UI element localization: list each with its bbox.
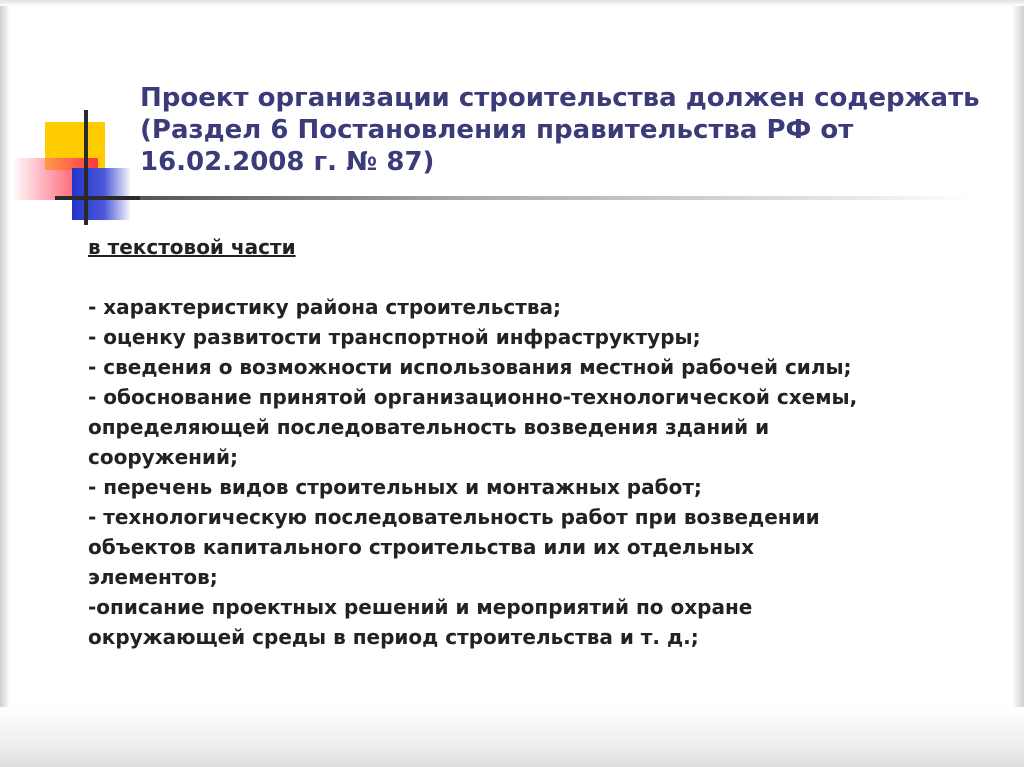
body-line: - перечень видов строительных и монтажных работ;: [88, 475, 702, 499]
slide-title-line: 16.02.2008 г. № 87): [140, 147, 435, 177]
body-line: -описание проектных решений и мероприятий по охране: [88, 595, 753, 619]
section-subheading: в текстовой части: [88, 235, 296, 259]
decor-horizontal-line: [55, 196, 143, 200]
slide-title: [140, 82, 980, 178]
body-line: - характеристику района строительства;: [88, 295, 561, 319]
body-line: элементов;: [88, 565, 218, 589]
body-line: - обоснование принятой организационно-технологической схемы,: [88, 385, 858, 409]
body-line: окружающей среды в период строительства и т. д.;: [88, 625, 699, 649]
body-line: - сведения о возможности использования местной рабочей силы;: [88, 355, 852, 379]
body-line: - оценку развитости транспортной инфраструктуры;: [88, 325, 701, 349]
slide-title-line: Проект организации строительства должен содержать: [140, 83, 980, 113]
decor-blue-square: [72, 168, 130, 220]
title-underline-rule: [140, 196, 970, 200]
body-line: объектов капитального строительства или их отдельных: [88, 535, 755, 559]
slide-title-line: (Раздел 6 Постановления правительства РФ от: [140, 115, 854, 145]
frame-top-edge: [0, 0, 1024, 6]
body-line: - технологическую последовательность работ при возведении: [88, 505, 820, 529]
body-line: сооружений;: [88, 445, 238, 469]
body-line: определяющей последовательность возведения зданий и: [88, 415, 770, 439]
frame-left-edge: [0, 0, 10, 767]
decor-vertical-line: [84, 110, 88, 225]
frame-bottom-edge: [0, 707, 1024, 767]
slide-body: [88, 232, 993, 652]
frame-right-edge: [1012, 0, 1024, 767]
